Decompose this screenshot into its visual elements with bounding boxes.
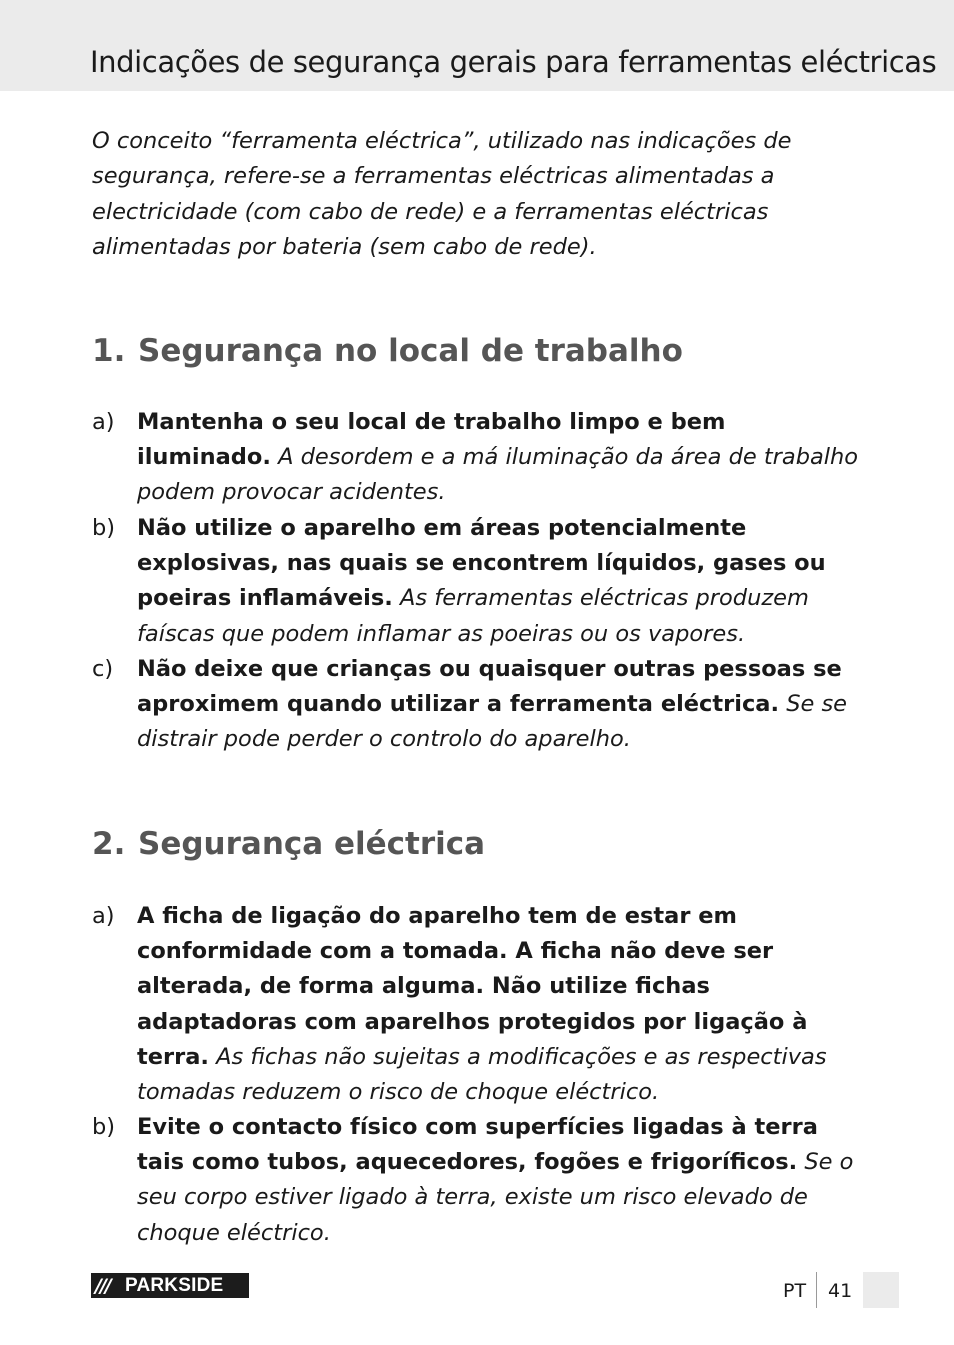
item-explanation: Se se distrair pode perder o controlo do aparelho. [137, 691, 848, 753]
list-item [92, 511, 872, 652]
list-item [92, 405, 872, 511]
item-explanation: As ferramentas eléctricas produzem faíscas que podem inflamar as poeiras ou os vapores. [137, 585, 809, 647]
intro-paragraph: O conceito “ferramenta eléctrica”, utilizado nas indicações de segurança, refere-se a ferramentas eléctricas alimentadas a electricidade (com cabo de rede) e a ferramentas eléctricas alimentadas por bateria (sem cabo de rede). [92, 128, 792, 261]
item-instruction: Não utilize o aparelho em áreas potencialmente explosivas, nas quais se encontrem líquidos, gases ou poeiras inflamáveis. [137, 515, 826, 612]
list-item [92, 652, 872, 758]
item-instruction: A ficha de ligação do aparelho tem de estar em conformidade com a tomada. A ficha não deve ser alterada, de forma alguma. Não utilize fichas adaptadoras com aparelhos protegidos por ligação à terra. [137, 903, 808, 1070]
parkside-logo [91, 1273, 249, 1298]
logo-slashes: /// [95, 1274, 110, 1297]
item-letter: b) [92, 515, 116, 541]
item-letter: b) [92, 1114, 116, 1140]
item-instruction: Evite o contacto físico com superfícies ligadas à terra tais como tubos, aquecedores, fogões e frigoríficos. [137, 1114, 818, 1176]
page-language: PT [783, 1280, 807, 1302]
item-letter: a) [92, 903, 115, 929]
list-item [92, 1110, 872, 1251]
section-heading [92, 329, 683, 373]
logo-brand-name: PARKSIDE [125, 1274, 224, 1296]
item-explanation: As fichas não sujeitas a modificações e as respectivas tomadas reduzem o risco de choque eléctrico. [137, 1043, 827, 1106]
page-tab-marker [863, 1272, 899, 1308]
item-instruction: Não deixe que crianças ou quaisquer outras pessoas se aproximem quando utilizar a ferramenta eléctrica. [137, 656, 842, 718]
section-title: Segurança no local de trabalho [138, 333, 683, 369]
section-heading [92, 822, 485, 866]
item-explanation: A desordem e a má iluminação da área de trabalho podem provocar acidentes. [137, 444, 859, 506]
section-number: 1. [92, 333, 126, 369]
header-band [0, 0, 954, 91]
section-title: Segurança eléctrica [138, 826, 486, 862]
item-letter: c) [92, 656, 114, 682]
section-number: 2. [92, 826, 126, 862]
item-letter: a) [92, 409, 115, 435]
page-divider [816, 1272, 817, 1308]
page-title: Indicações de segurança gerais para ferramentas eléctricas [90, 45, 937, 79]
item-explanation: Se o seu corpo estiver ligado à terra, existe um risco elevado de choque eléctrico. [137, 1149, 854, 1246]
item-instruction: Mantenha o seu local de trabalho limpo e bem iluminado. [137, 409, 726, 471]
page-number: 41 [828, 1280, 853, 1302]
list-item [92, 899, 872, 1110]
